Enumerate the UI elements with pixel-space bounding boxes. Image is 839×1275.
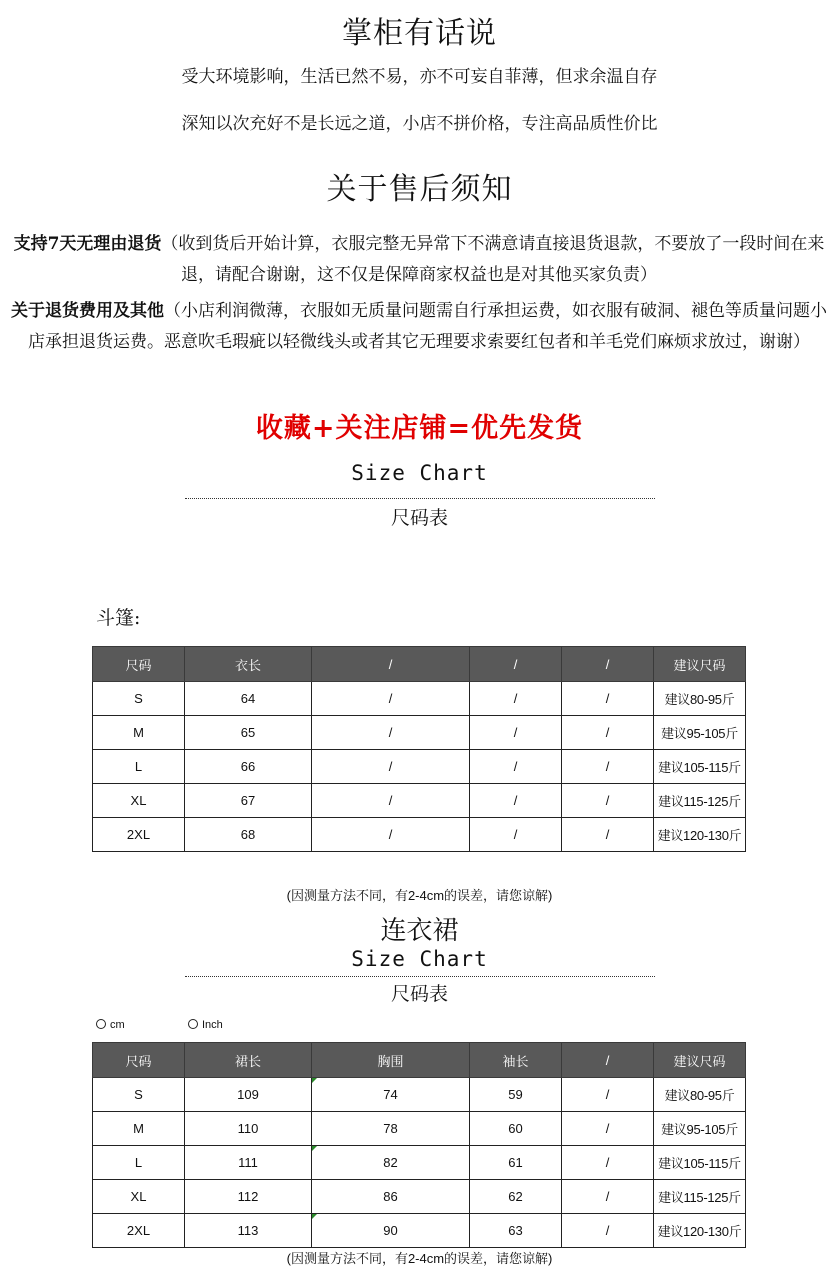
table-cell: /: [562, 818, 654, 852]
table-cell: 建议95-105斤: [654, 1112, 746, 1146]
measurement-note: (因测量方法不同，有2-4cm的误差，请您谅解): [286, 888, 553, 903]
table-cell: /: [312, 682, 470, 716]
table-cell: [312, 1214, 470, 1248]
col-header-size: 尺码: [93, 1043, 185, 1078]
table-cell: 110: [185, 1112, 312, 1146]
table-row: [93, 1078, 746, 1112]
table-cell: [312, 1078, 470, 1112]
table-cell: 2XL: [93, 1214, 185, 1248]
table-cell: 62: [470, 1180, 562, 1214]
table-cell: /: [312, 750, 470, 784]
return-fee-text: （小店利润微薄，衣服如无质量问题需自行承担运费，如衣服有破洞、褪色等质量问题小店承担退货运费。恶意吹毛瑕疵以轻微线头或者其它无理要求索要红包者和羊毛党们麻烦求放过，谢谢）: [28, 301, 827, 352]
return-policy-text: （收到货后开始计算，衣服完整无异常下不满意请直接退货退款，不要放了一段时间在来退，请配合谢谢，这不仅是保障商家权益也是对其他买家负责）: [161, 234, 825, 285]
table-cell: 2XL: [93, 818, 185, 852]
col-header-length: 衣长: [185, 647, 312, 682]
table-cell: M: [93, 1112, 185, 1146]
size-chart-title-en: Size Chart: [351, 947, 488, 971]
table-cell: /: [470, 750, 562, 784]
col-header-skirt-length: 裙长: [185, 1043, 312, 1078]
cell-value: 82: [383, 1155, 398, 1170]
col-header-empty: /: [562, 647, 654, 682]
unit-radio-inch[interactable]: [188, 1019, 223, 1031]
table-cell: /: [312, 818, 470, 852]
table-cell: /: [470, 818, 562, 852]
table-row: [93, 716, 746, 750]
size-chart-title-cn: 尺码表: [390, 507, 448, 529]
table-cell: 建议80-95斤: [654, 1078, 746, 1112]
table-cell: 60: [470, 1112, 562, 1146]
col-header-recommended: 建议尺码: [654, 1043, 746, 1078]
table-cell: /: [562, 750, 654, 784]
table-cell: /: [562, 1214, 654, 1248]
cell-value: 74: [383, 1087, 398, 1102]
table-cell: 68: [185, 818, 312, 852]
table-cell: 建议80-95斤: [654, 682, 746, 716]
radio-circle-icon: [188, 1019, 198, 1029]
table-cell: 86: [312, 1180, 470, 1214]
table-cell: XL: [93, 784, 185, 818]
col-header-empty: /: [470, 647, 562, 682]
table-cell: L: [93, 1146, 185, 1180]
table-cell: 建议95-105斤: [654, 716, 746, 750]
table-cell: 建议105-115斤: [654, 1146, 746, 1180]
unit-label: Inch: [202, 1019, 223, 1031]
col-header-bust: 胸围: [312, 1043, 470, 1078]
table-row: [93, 1112, 746, 1146]
table-row: [93, 1180, 746, 1214]
intro-line-2: 深知以次充好不是长远之道，小店不拼价格，专注高品质性价比: [181, 114, 658, 134]
col-header-size: 尺码: [93, 647, 185, 682]
table-cell: 63: [470, 1214, 562, 1248]
table-row: [93, 1146, 746, 1180]
table-row: [93, 682, 746, 716]
col-header-recommended: 建议尺码: [654, 647, 746, 682]
unit-label: cm: [110, 1019, 125, 1031]
table-cell: 113: [185, 1214, 312, 1248]
table-cell: XL: [93, 1180, 185, 1214]
radio-circle-icon: [96, 1019, 106, 1029]
table-header-row: [93, 647, 746, 682]
table-cell: 建议115-125斤: [654, 784, 746, 818]
table-row: [93, 784, 746, 818]
cell-comment-marker: [312, 1078, 317, 1083]
size-chart-title-en: Size Chart: [351, 461, 488, 485]
aftersale-paragraph-1: [6, 229, 832, 291]
cell-value: 90: [383, 1223, 398, 1238]
table-cell: /: [562, 1146, 654, 1180]
return-policy-heading: 支持7天无理由退货: [13, 234, 162, 254]
table-cell: 64: [185, 682, 312, 716]
intro-line-1: 受大环境影响，生活已然不易，亦不可妄自菲薄，但求余温自存: [181, 67, 658, 87]
table-row: [93, 1214, 746, 1248]
promo-banner: 收藏+关注店铺=优先发货: [255, 413, 584, 444]
table-cell: /: [562, 1180, 654, 1214]
table-cell: [312, 1146, 470, 1180]
table-cell: 建议120-130斤: [654, 818, 746, 852]
col-header-sleeve: 袖长: [470, 1043, 562, 1078]
table-cell: 59: [470, 1078, 562, 1112]
table-row: [93, 750, 746, 784]
dress-size-table: [92, 1042, 746, 1248]
measurement-note: (因测量方法不同，有2-4cm的误差，请您谅解): [286, 1251, 553, 1266]
table-cell: /: [470, 682, 562, 716]
title-divider: [185, 976, 655, 977]
table-cell: S: [93, 1078, 185, 1112]
table-row: [93, 818, 746, 852]
table-cell: 建议105-115斤: [654, 750, 746, 784]
table-cell: 111: [185, 1146, 312, 1180]
cell-comment-marker: [312, 1146, 317, 1151]
col-header-empty: /: [312, 647, 470, 682]
size-chart-title-cn: 尺码表: [390, 983, 448, 1005]
table-cell: /: [470, 784, 562, 818]
aftersale-title: 关于售后须知: [326, 172, 513, 207]
table-cell: S: [93, 682, 185, 716]
table-cell: 66: [185, 750, 312, 784]
table-cell: 61: [470, 1146, 562, 1180]
table-cell: /: [562, 716, 654, 750]
table-cell: 67: [185, 784, 312, 818]
table-cell: /: [312, 784, 470, 818]
table-cell: /: [562, 1078, 654, 1112]
table-cell: 109: [185, 1078, 312, 1112]
table-header-row: [93, 1043, 746, 1078]
return-fee-heading: 关于退货费用及其他: [11, 301, 164, 321]
table-cell: /: [562, 682, 654, 716]
table-cell: /: [562, 1112, 654, 1146]
unit-radio-cm[interactable]: [96, 1019, 125, 1031]
cape-label: 斗篷:: [96, 607, 141, 629]
title-divider: [185, 498, 655, 499]
table-cell: 建议115-125斤: [654, 1180, 746, 1214]
cell-comment-marker: [312, 1214, 317, 1219]
dress-title: 连衣裙: [380, 916, 459, 946]
table-cell: /: [312, 716, 470, 750]
table-cell: 78: [312, 1112, 470, 1146]
aftersale-paragraph-2: [6, 296, 832, 358]
page-title: 掌柜有话说: [342, 16, 497, 51]
table-cell: M: [93, 716, 185, 750]
table-cell: /: [562, 784, 654, 818]
table-cell: /: [470, 716, 562, 750]
table-cell: 65: [185, 716, 312, 750]
table-cell: 建议120-130斤: [654, 1214, 746, 1248]
cape-size-table: [92, 646, 746, 852]
table-cell: 112: [185, 1180, 312, 1214]
col-header-empty: /: [562, 1043, 654, 1078]
table-cell: L: [93, 750, 185, 784]
